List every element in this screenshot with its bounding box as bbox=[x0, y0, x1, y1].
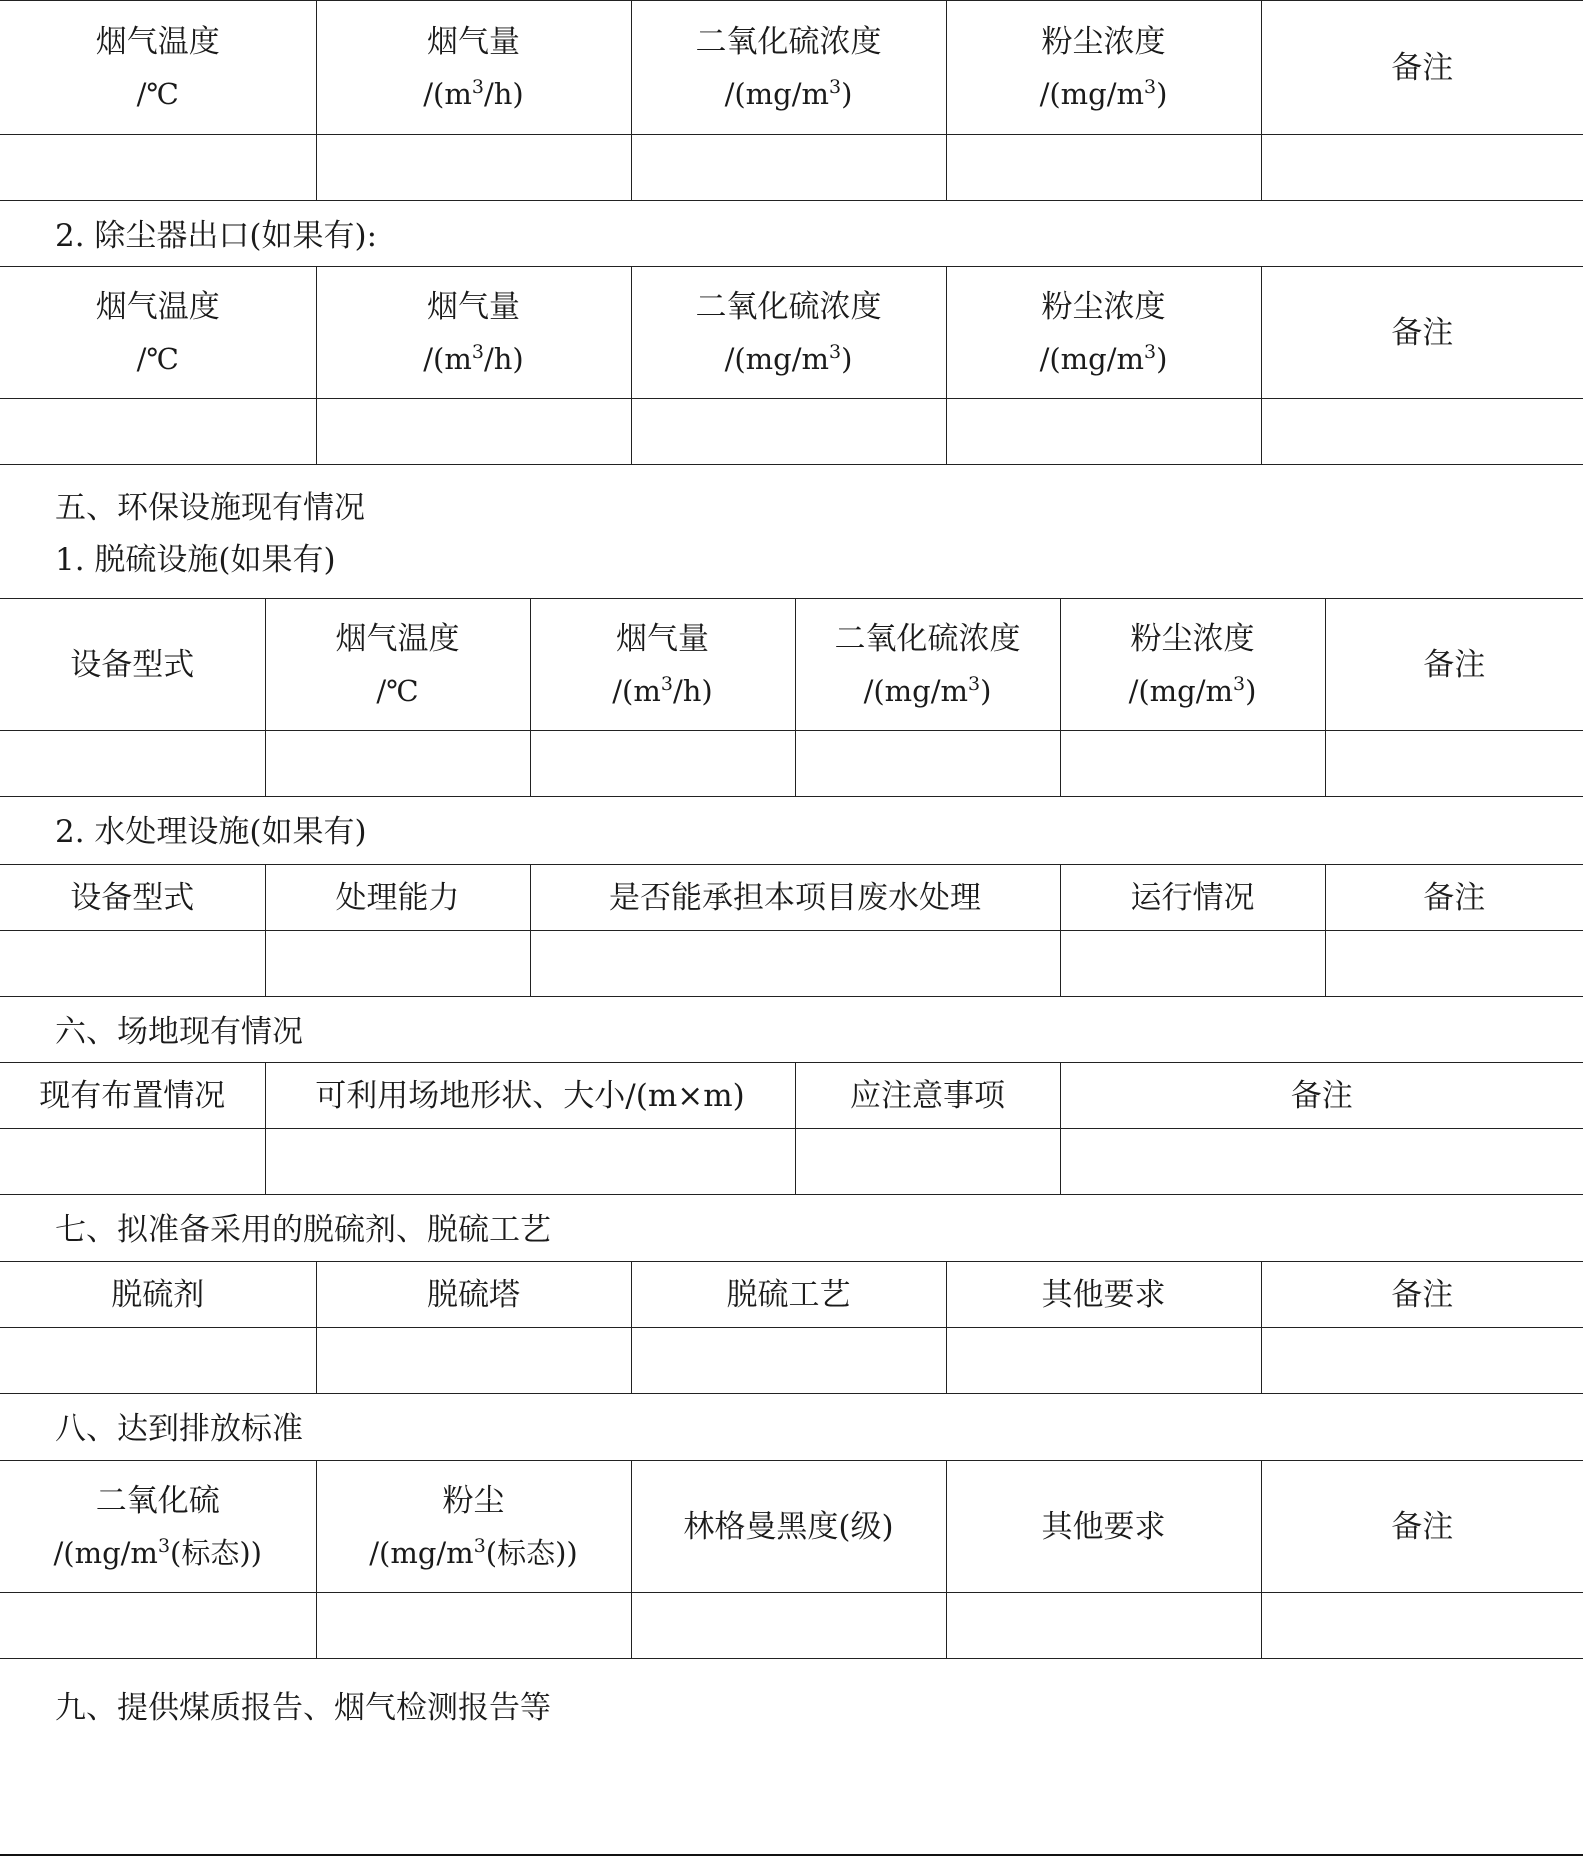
emission-standards-table bbox=[0, 1460, 1583, 1659]
table-header-row bbox=[0, 1262, 1583, 1328]
empty-cell[interactable] bbox=[631, 399, 946, 465]
empty-cell[interactable] bbox=[1261, 1593, 1583, 1659]
empty-cell[interactable] bbox=[0, 1129, 265, 1195]
header-cell: 备注 bbox=[1325, 599, 1583, 731]
empty-cell[interactable] bbox=[1325, 731, 1583, 797]
table-header-row bbox=[0, 1461, 1583, 1593]
section-5-sub-2: 2. 水处理设施(如果有) bbox=[55, 814, 367, 850]
header-cell: 粉尘浓度 $/(mg/m^3)$ bbox=[946, 1, 1261, 135]
empty-cell[interactable] bbox=[1261, 135, 1583, 201]
water-treatment-table bbox=[0, 864, 1583, 997]
table-header-row bbox=[0, 599, 1583, 731]
header-cell: 脱硫塔 bbox=[316, 1262, 631, 1328]
header-cell: 粉尘浓度 $/(mg/m^3)$ bbox=[946, 267, 1261, 399]
empty-cell[interactable] bbox=[316, 1593, 631, 1659]
empty-cell[interactable] bbox=[1060, 1129, 1583, 1195]
header-cell: 二氧化硫浓度 $/(mg/m^3)$ bbox=[631, 1, 946, 135]
header-cell: 其他要求 bbox=[946, 1461, 1261, 1593]
header-cell: 是否能承担本项目废水处理 bbox=[530, 865, 1060, 931]
section-6-title: 六、场地现有情况 bbox=[55, 1014, 303, 1050]
table-header-row bbox=[0, 1063, 1583, 1129]
header-cell: 林格曼黑度(级) bbox=[631, 1461, 946, 1593]
empty-cell[interactable] bbox=[1060, 731, 1325, 797]
empty-cell[interactable] bbox=[631, 1328, 946, 1394]
table-row bbox=[0, 731, 1583, 797]
empty-cell[interactable] bbox=[1261, 399, 1583, 465]
flue-gas-inlet-table bbox=[0, 0, 1583, 201]
header-cell: 可利用场地形状、大小/(m×m) bbox=[265, 1063, 795, 1129]
header-cell: 处理能力 bbox=[265, 865, 530, 931]
dust-collector-outlet-table bbox=[0, 266, 1583, 465]
empty-cell[interactable] bbox=[316, 135, 631, 201]
section-7-title: 七、拟准备采用的脱硫剂、脱硫工艺 bbox=[55, 1212, 551, 1248]
header-cell: 备注 bbox=[1325, 865, 1583, 931]
header-cell: 二氧化硫 $/(mg/m^3$(标态)) bbox=[0, 1461, 316, 1593]
empty-cell[interactable] bbox=[1060, 931, 1325, 997]
section-9-title: 九、提供煤质报告、烟气检测报告等 bbox=[55, 1690, 551, 1726]
empty-cell[interactable] bbox=[1261, 1328, 1583, 1394]
section-heading-outlet: 2. 除尘器出口(如果有): bbox=[55, 218, 378, 254]
empty-cell[interactable] bbox=[265, 731, 530, 797]
section-5-sub-1: 1. 脱硫设施(如果有) bbox=[55, 542, 336, 578]
table-row bbox=[0, 1593, 1583, 1659]
table-row bbox=[0, 1328, 1583, 1394]
empty-cell[interactable] bbox=[316, 1328, 631, 1394]
table-row bbox=[0, 1129, 1583, 1195]
header-cell: 运行情况 bbox=[1060, 865, 1325, 931]
empty-cell[interactable] bbox=[0, 135, 316, 201]
empty-cell[interactable] bbox=[0, 399, 316, 465]
header-cell: 设备型式 bbox=[0, 865, 265, 931]
header-cell: 烟气温度 /℃ bbox=[0, 267, 316, 399]
header-cell: 烟气量 $/(m^3/h)$ bbox=[316, 1, 631, 135]
table-row bbox=[0, 931, 1583, 997]
table-header-row bbox=[0, 267, 1583, 399]
header-cell: 备注 bbox=[1261, 1, 1583, 135]
empty-cell[interactable] bbox=[0, 931, 265, 997]
section-8-title: 八、达到排放标准 bbox=[55, 1411, 303, 1447]
header-cell: 设备型式 bbox=[0, 599, 265, 731]
empty-cell[interactable] bbox=[1325, 931, 1583, 997]
empty-cell[interactable] bbox=[316, 399, 631, 465]
header-cell: 烟气量 $/(m^3/h)$ bbox=[316, 267, 631, 399]
header-cell: 二氧化硫浓度 $/(mg/m^3)$ bbox=[795, 599, 1060, 731]
empty-cell[interactable] bbox=[795, 1129, 1060, 1195]
empty-cell[interactable] bbox=[0, 1328, 316, 1394]
desulfurization-facility-table bbox=[0, 598, 1583, 797]
header-cell: 备注 bbox=[1261, 267, 1583, 399]
table-row bbox=[0, 399, 1583, 465]
header-cell: 烟气量 $/(m^3/h)$ bbox=[530, 599, 795, 731]
empty-cell[interactable] bbox=[265, 931, 530, 997]
header-cell: 备注 bbox=[1261, 1461, 1583, 1593]
empty-cell[interactable] bbox=[946, 1593, 1261, 1659]
empty-cell[interactable] bbox=[946, 135, 1261, 201]
empty-cell[interactable] bbox=[946, 399, 1261, 465]
table-header-row bbox=[0, 1, 1583, 135]
section-5-title: 五、环保设施现有情况 bbox=[55, 490, 365, 526]
header-cell: 其他要求 bbox=[946, 1262, 1261, 1328]
header-cell: 脱硫剂 bbox=[0, 1262, 316, 1328]
empty-cell[interactable] bbox=[0, 731, 265, 797]
empty-cell[interactable] bbox=[795, 731, 1060, 797]
header-cell: 现有布置情况 bbox=[0, 1063, 265, 1129]
empty-cell[interactable] bbox=[631, 135, 946, 201]
site-conditions-table bbox=[0, 1062, 1583, 1195]
header-cell: 烟气温度 /℃ bbox=[265, 599, 530, 731]
empty-cell[interactable] bbox=[265, 1129, 795, 1195]
empty-cell[interactable] bbox=[530, 731, 795, 797]
header-cell: 应注意事项 bbox=[795, 1063, 1060, 1129]
page-bottom-rule bbox=[0, 1854, 1583, 1856]
empty-cell[interactable] bbox=[631, 1593, 946, 1659]
empty-cell[interactable] bbox=[0, 1593, 316, 1659]
header-cell: 脱硫工艺 bbox=[631, 1262, 946, 1328]
header-cell: 备注 bbox=[1261, 1262, 1583, 1328]
header-cell: 二氧化硫浓度 $/(mg/m^3)$ bbox=[631, 267, 946, 399]
header-cell: 烟气温度 /℃ bbox=[0, 1, 316, 135]
empty-cell[interactable] bbox=[946, 1328, 1261, 1394]
table-row bbox=[0, 135, 1583, 201]
header-cell: 粉尘 $/(mg/m^3$(标态)) bbox=[316, 1461, 631, 1593]
header-cell: 粉尘浓度 $/(mg/m^3)$ bbox=[1060, 599, 1325, 731]
empty-cell[interactable] bbox=[530, 931, 1060, 997]
table-header-row bbox=[0, 865, 1583, 931]
desulfurization-process-table bbox=[0, 1261, 1583, 1394]
header-cell: 备注 bbox=[1060, 1063, 1583, 1129]
